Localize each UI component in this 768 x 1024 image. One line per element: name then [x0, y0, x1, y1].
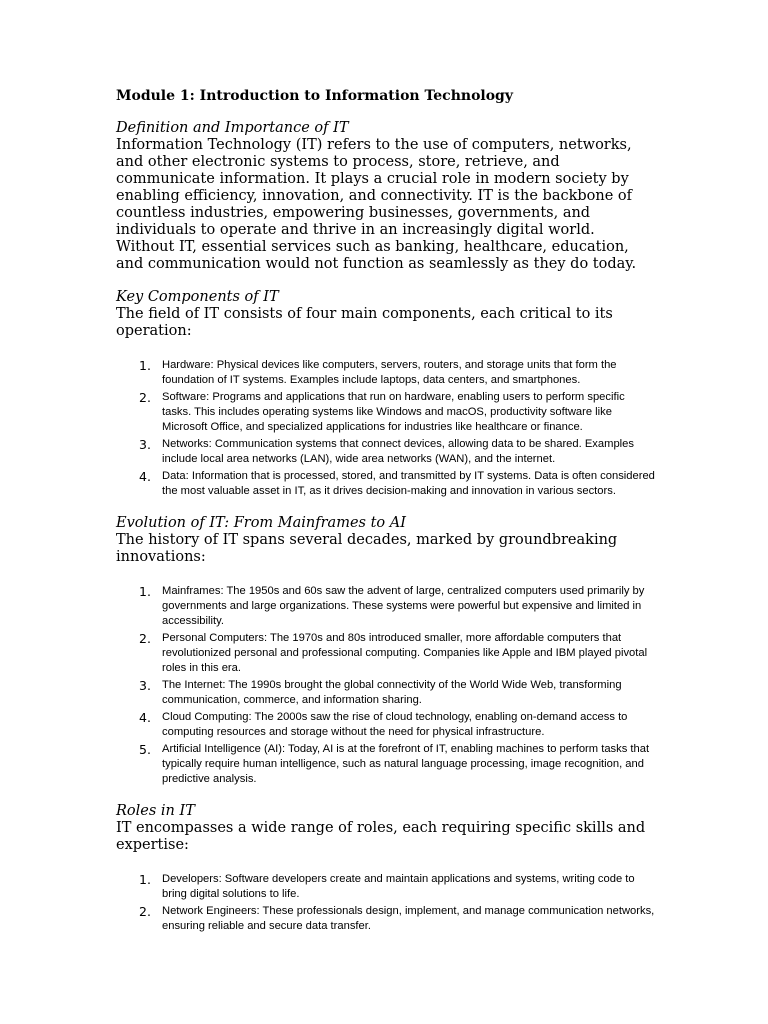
components-intro: The field of IT consists of four main components, each critical to its operation: — [116, 306, 613, 339]
list-number: 3. — [139, 437, 151, 452]
list-number: 1. — [139, 584, 151, 599]
list-item — [116, 437, 656, 467]
section-roles — [116, 803, 656, 934]
section-heading-roles: Roles in IT — [116, 803, 195, 819]
section-evolution — [116, 515, 656, 787]
section-definition — [116, 120, 656, 273]
evolution-intro: The history of IT spans several decades, marked by groundbreaking innovations: — [116, 532, 618, 565]
list-item-text: Cloud Computing: The 2000s saw the rise of cloud technology, enabling on-demand access to computing resources and storage without the need for physical infrastructure. — [162, 711, 628, 738]
list-item — [116, 358, 656, 388]
list-item-text: Networks: Communication systems that connect devices, allowing data to be shared. Examples include local area networks (LAN), wide area networks (WAN), and the internet. — [162, 438, 634, 465]
roles-list — [116, 872, 656, 934]
list-item-text: Artificial Intelligence (AI): Today, AI is at the forefront of IT, enabling machines to perform tasks that typically require human intelligence, such as natural language processing, image recognition, and predictive analysis. — [162, 743, 650, 785]
evolution-list — [116, 584, 656, 787]
document-page — [116, 86, 656, 950]
section-heading-evolution: Evolution of IT: From Mainframes to AI — [116, 515, 406, 531]
list-number: 1. — [139, 872, 151, 887]
section-heading-components: Key Components of IT — [116, 289, 279, 305]
document-title: Module 1: Introduction to Information Technology — [116, 88, 513, 104]
list-item — [116, 584, 656, 629]
list-item — [116, 742, 656, 787]
list-item-text: The Internet: The 1990s brought the global connectivity of the World Wide Web, transforming communication, commerce, and information sharing. — [162, 679, 622, 706]
list-item — [116, 710, 656, 740]
list-item-text: Software: Programs and applications that run on hardware, enabling users to perform specific tasks. This includes operating systems like Windows and macOS, productivity software like Microsoft Office, and specialized applications for industries like healthcare or finance. — [162, 391, 625, 433]
section-heading-definition: Definition and Importance of IT — [116, 120, 349, 136]
roles-intro: IT encompasses a wide range of roles, each requiring specific skills and expertise: — [116, 820, 646, 853]
list-number: 4. — [139, 469, 151, 484]
list-item — [116, 904, 656, 934]
list-number: 3. — [139, 678, 151, 693]
section-components — [116, 289, 656, 499]
list-number: 2. — [139, 631, 151, 646]
list-item-text: Mainframes: The 1950s and 60s saw the advent of large, centralized computers used primarily by governments and large organizations. These systems were powerful but expensive and limited in accessibility. — [162, 585, 645, 627]
list-number: 1. — [139, 358, 151, 373]
list-item — [116, 631, 656, 676]
components-list — [116, 358, 656, 499]
list-item — [116, 390, 656, 435]
definition-paragraph: Information Technology (IT) refers to the use of computers, networks, and other electronic systems to process, store, retrieve, and communicate information. It plays a crucial role in modern society by enabling efficiency, innovation, and connectivity. IT is the backbone of countless industries, empowering businesses, governments, and individuals to operate and thrive in an increasingly digital world. Without IT, essential services such as banking, healthcare, education, and communication would not function as seamlessly as they do today. — [116, 137, 637, 272]
list-item-text: Network Engineers: These professionals design, implement, and manage communication networks, ensuring reliable and secure data transfer. — [162, 905, 655, 932]
list-number: 2. — [139, 904, 151, 919]
list-item-text: Hardware: Physical devices like computers, servers, routers, and storage units that form the foundation of IT systems. Examples include laptops, data centers, and smartphones. — [162, 359, 617, 386]
list-item — [116, 469, 656, 499]
list-item-text: Data: Information that is processed, stored, and transmitted by IT systems. Data is often considered the most valuable asset in IT, as it drives decision-making and innovation in various sectors. — [162, 470, 655, 497]
list-item-text: Personal Computers: The 1970s and 80s introduced smaller, more affordable computers that revolutionized personal and professional computing. Companies like Apple and IBM played pivotal roles in this era. — [162, 632, 648, 674]
list-number: 2. — [139, 390, 151, 405]
list-number: 5. — [139, 742, 151, 757]
list-item — [116, 872, 656, 902]
list-item — [116, 678, 656, 708]
list-number: 4. — [139, 710, 151, 725]
list-item-text: Developers: Software developers create and maintain applications and systems, writing code to bring digital solutions to life. — [162, 873, 635, 900]
